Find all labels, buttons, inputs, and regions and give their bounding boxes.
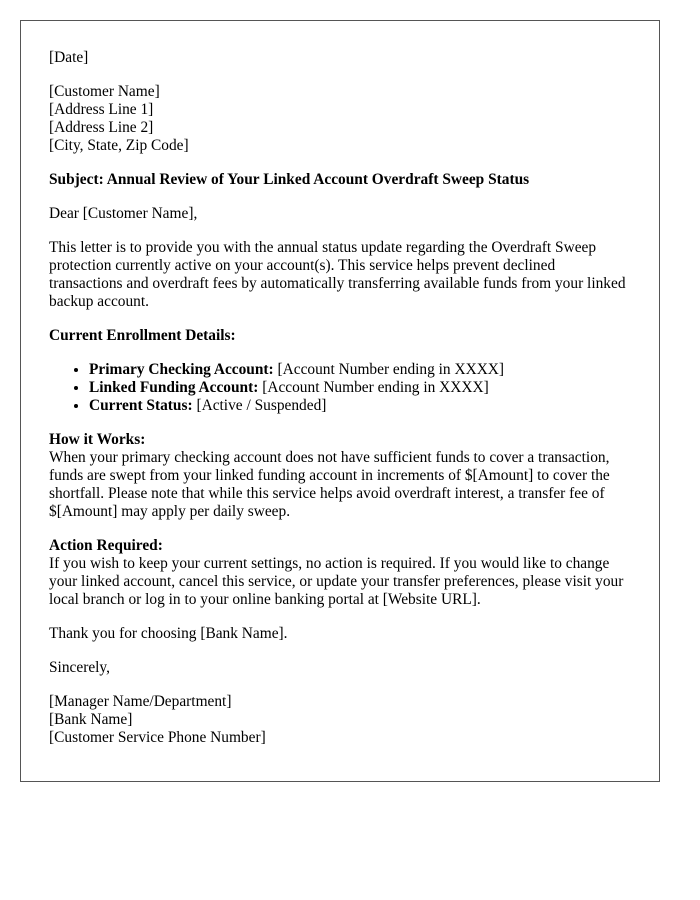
recipient-city-state-zip: [City, State, Zip Code] [49, 137, 189, 154]
subject-line: Subject: Annual Review of Your Linked Account Overdraft Sweep Status [49, 171, 530, 188]
enrollment-heading: Current Enrollment Details: [49, 327, 236, 344]
intro-paragraph: This letter is to provide you with the annual status update regarding the Overdraft Sweep protection currently active on your account(s). This service helps prevent declined transactions and overdraft fees by automatically transferring available funds from your linked backup account. [49, 239, 626, 310]
signature-phone: [Customer Service Phone Number] [49, 729, 266, 746]
signature-bank: [Bank Name] [49, 711, 133, 728]
action-required-heading: Action Required: [49, 537, 163, 554]
letter-document [20, 20, 660, 782]
thanks-line: Thank you for choosing [Bank Name]. [49, 625, 288, 642]
signature-block [49, 693, 631, 747]
recipient-address-line-2: [Address Line 2] [49, 119, 154, 136]
salutation: Dear [Customer Name], [49, 205, 198, 222]
linked-funding-label: Linked Funding Account: [89, 379, 259, 396]
enrollment-details-list [49, 361, 631, 415]
how-it-works-heading: How it Works: [49, 431, 146, 448]
primary-checking-label: Primary Checking Account: [89, 361, 274, 378]
how-it-works-section [49, 431, 631, 521]
closing-line: Sincerely, [49, 659, 110, 676]
list-item [89, 397, 631, 415]
date-line: [Date] [49, 49, 89, 66]
current-status-value: [Active / Suspended] [192, 397, 327, 414]
list-item [89, 379, 631, 397]
signature-manager: [Manager Name/Department] [49, 693, 232, 710]
action-required-section [49, 537, 631, 609]
recipient-name: [Customer Name] [49, 83, 160, 100]
current-status-label: Current Status: [89, 397, 193, 414]
list-item [89, 361, 631, 379]
how-it-works-body: When your primary checking account does not have sufficient funds to cover a transaction, funds are swept from your linked funding account in increments of $[Amount] to cover the shortfall. Please note that while this service helps avoid overdraft interest, a transfer fee of $[Amount] may apply per daily sweep. [49, 449, 610, 520]
recipient-address-block [49, 83, 631, 155]
linked-funding-value: [Account Number ending in XXXX] [258, 379, 489, 396]
primary-checking-value: [Account Number ending in XXXX] [273, 361, 505, 378]
recipient-address-line-1: [Address Line 1] [49, 101, 154, 118]
action-required-body: If you wish to keep your current settings, no action is required. If you would like to change your linked account, cancel this service, or update your transfer preferences, please visit your local branch or log in to your online banking portal at [Website URL]. [49, 555, 624, 608]
